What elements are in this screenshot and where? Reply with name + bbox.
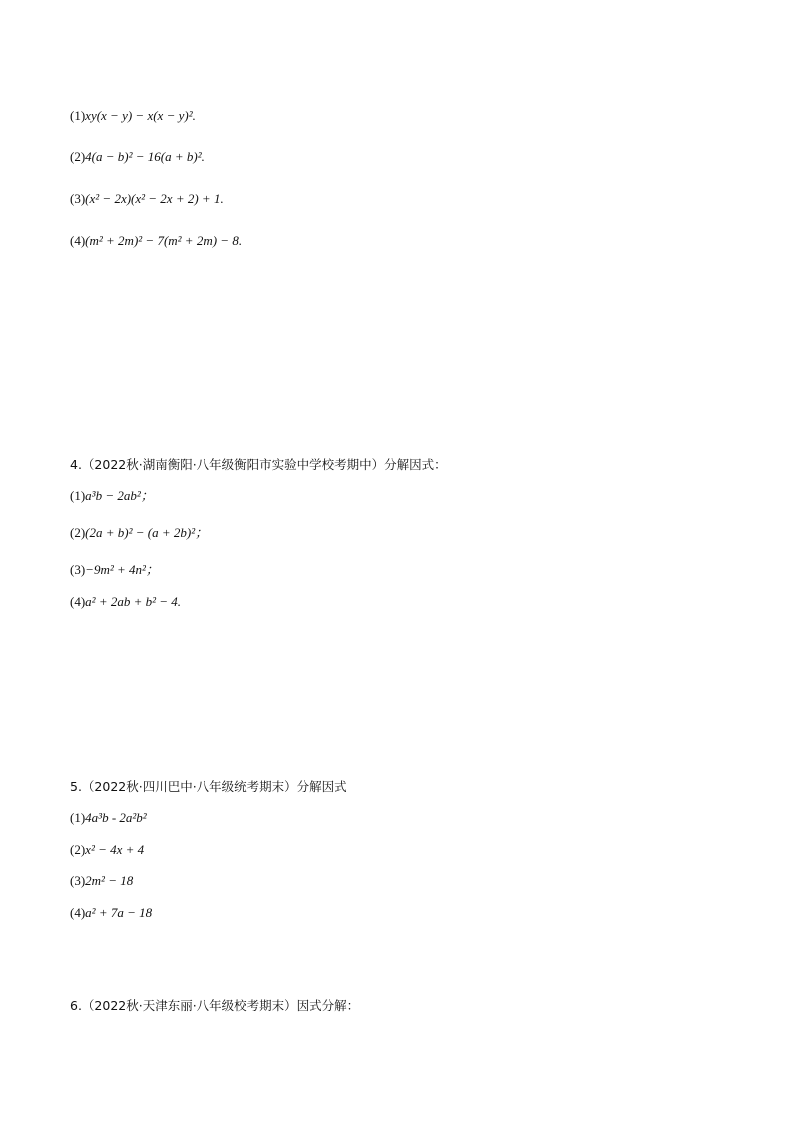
part-label: (4)	[70, 233, 86, 248]
part-expression: a² + 2ab + b² − 4.	[85, 594, 182, 609]
problem4-heading: 4.（2022秋·湖南衡阳·八年级衡阳市实验中学校考期中）分解因式：	[70, 457, 447, 472]
part-expression: (2a + b)² − (a + 2b)²；	[85, 525, 209, 540]
part-expression: 4(a − b)² − 16(a + b)².	[85, 149, 205, 164]
part-label: (1)	[70, 488, 86, 503]
part-label: (2)	[70, 149, 86, 164]
problem4-part3	[70, 561, 159, 579]
problem4-part2	[70, 524, 208, 542]
problem3-part4	[70, 232, 242, 250]
part-label: (2)	[70, 842, 86, 857]
problem6-heading: 6.（2022秋·天津东丽·八年级校考期末）因式分解：	[70, 998, 360, 1013]
part-expression: 4a³b - 2a²b²	[85, 810, 147, 825]
part-label: (3)	[70, 873, 86, 888]
part-expression: −9m² + 4n²；	[85, 562, 159, 577]
problem5-part4	[70, 904, 152, 922]
part-expression: x² − 4x + 4	[85, 842, 145, 857]
part-expression: 2m² − 18	[85, 873, 134, 888]
part-expression: xy(x − y) − x(x − y)².	[85, 108, 196, 123]
part-label: (4)	[70, 905, 86, 920]
problem4-part4	[70, 593, 181, 611]
part-expression: (m² + 2m)² − 7(m² + 2m) − 8.	[85, 233, 243, 248]
part-expression: a² + 7a − 18	[85, 905, 153, 920]
problem5-part2	[70, 841, 144, 859]
problem5-heading: 5.（2022秋·四川巴中·八年级统考期末）分解因式	[70, 779, 347, 794]
part-label: (1)	[70, 810, 86, 825]
part-expression: a³b − 2ab²；	[85, 488, 154, 503]
part-label: (3)	[70, 191, 86, 206]
problem3-part1	[70, 107, 196, 125]
problem3-part2	[70, 148, 205, 166]
problem4-part1	[70, 487, 154, 505]
problem5-part1	[70, 809, 147, 827]
part-expression: (x² − 2x)(x² − 2x + 2) + 1.	[85, 191, 224, 206]
part-label: (2)	[70, 525, 86, 540]
part-label: (3)	[70, 562, 86, 577]
problem3-part3	[70, 190, 224, 208]
part-label: (4)	[70, 594, 86, 609]
problem5-part3	[70, 872, 133, 890]
part-label: (1)	[70, 108, 86, 123]
